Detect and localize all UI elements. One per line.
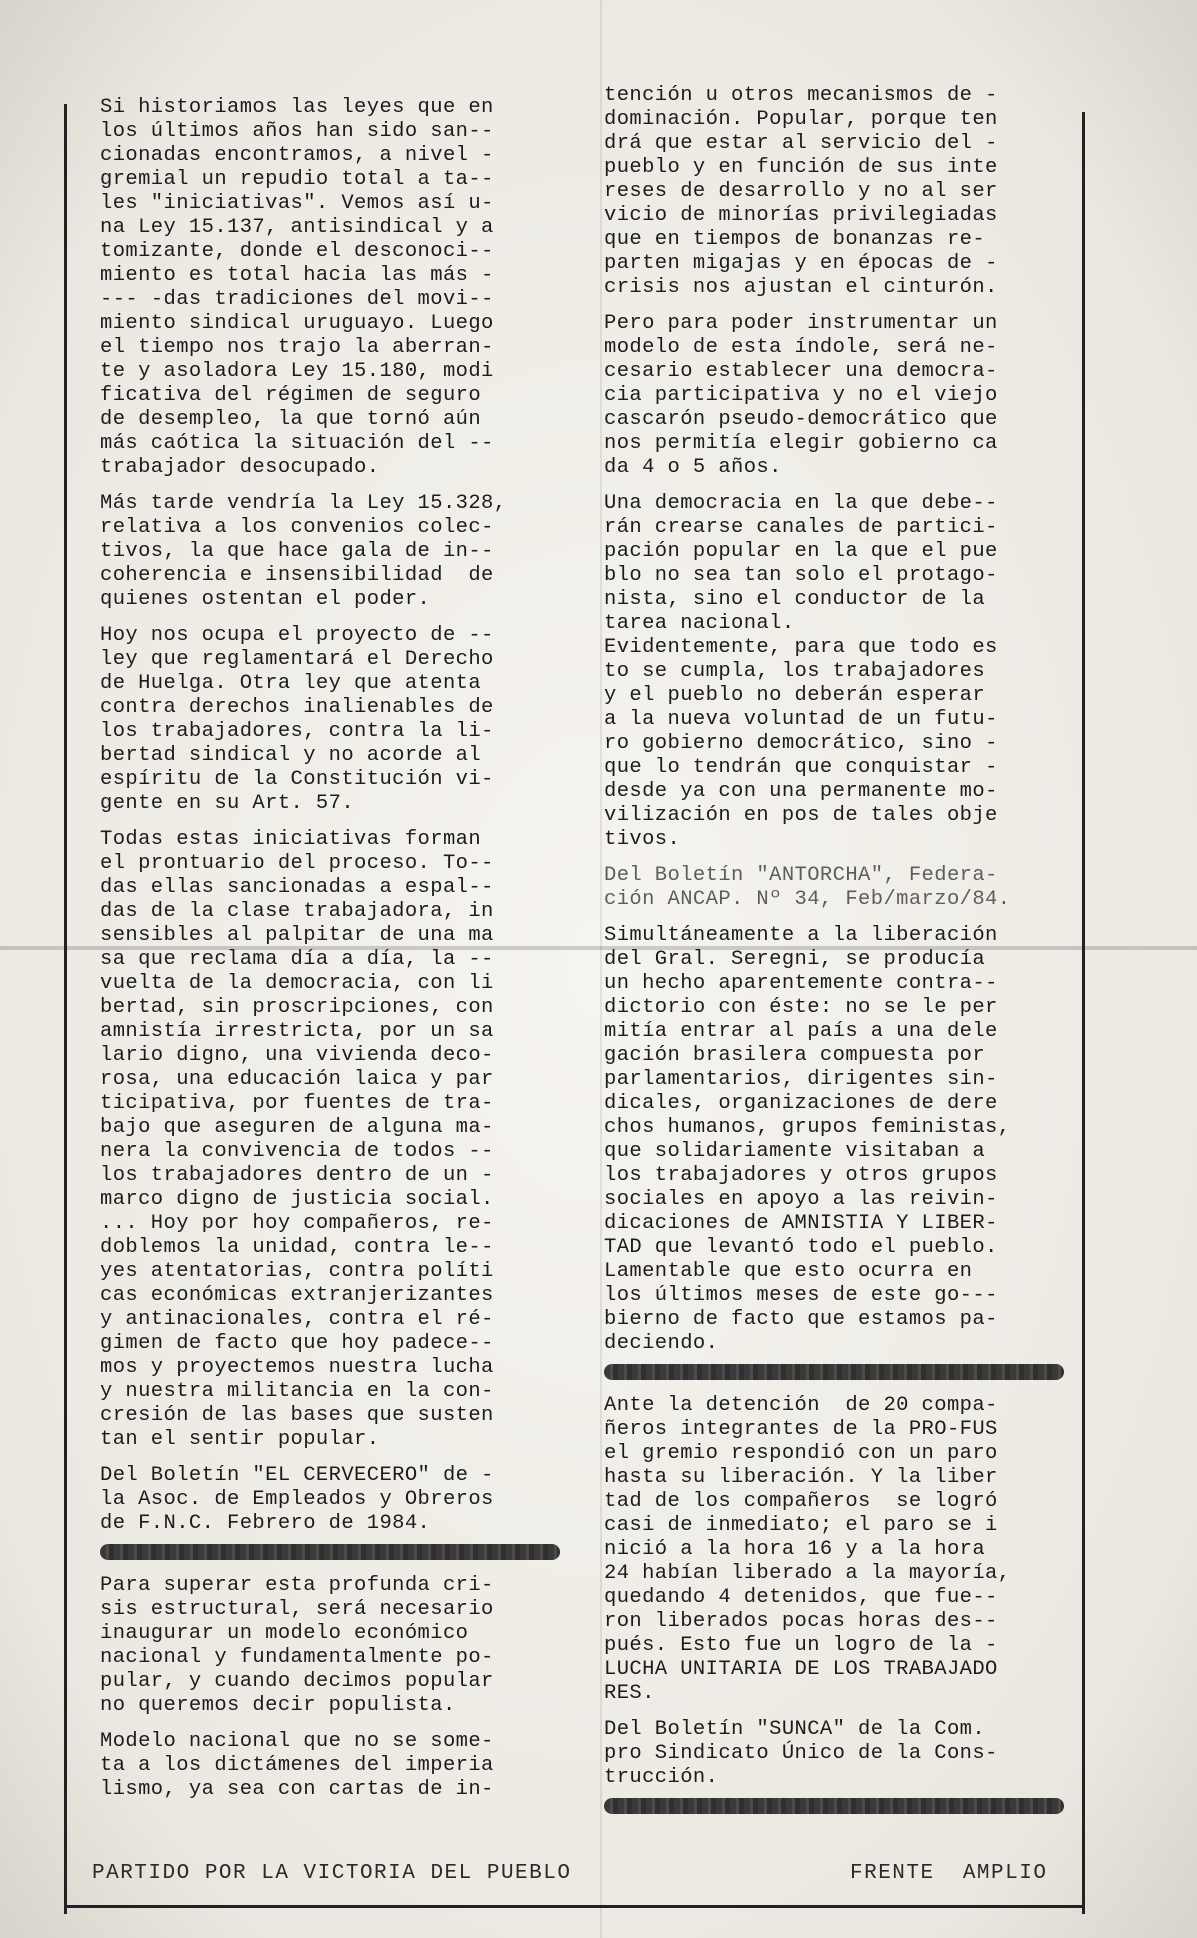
ink-separator-bar — [100, 1544, 560, 1560]
left-paragraph-1: Si historiamos las leyes que en los últimos años han sido san-- cionadas encontramos, a nivel - gremial un repudio total a ta-- les "iniciativas". Vemos así u- na Ley 15.137, antisindical y a tomizante, donde el desconoci-- miento es total hacia las más - --- -das tradiciones del movi-- miento sindical uruguayo. Luego el tiempo nos trajo la aberran- te y asoladora Ley 15.180, modi ficativa del régimen de seguro de desempleo, la que tornó aún más caótica la situación del -- trabajador desocupado. — [100, 96, 494, 479]
left-paragraph-8: Modelo nacional que no se some- ta a los dictámenes del imperia lismo, ya sea con cartas de in- — [100, 1730, 494, 1801]
footer-frente-amplio: FRENTE AMPLIO — [850, 1862, 1048, 1885]
left-column — [100, 96, 560, 1802]
right-paragraph-6: Ante la detención de 20 compa- ñeros integrantes de la PRO-FUS el gremio respondió con un paro hasta su liberación. Y la liber tad de los compañeros se logró casi de inmediato; el paro se i nició a la hora 16 y a la hora 24 habían liberado a la mayoría, quedando 4 detenidos, que fue-- ron liberados pocas horas des-- pués. Esto fue un logro de la - LUCHA UNITARIA DE LOS TRABAJADO RES. — [604, 1394, 1011, 1705]
ink-separator-bar — [604, 1798, 1064, 1814]
right-column — [604, 84, 1064, 1828]
right-source-antorcha: Del Boletín "ANTORCHA", Federa- ción ANCAP. Nº 34, Feb/marzo/84. — [604, 864, 1011, 911]
right-source-sunca: Del Boletín "SUNCA" de la Com. pro Sindicato Único de la Cons- trucción. — [604, 1718, 998, 1789]
left-paragraph-3: Hoy nos ocupa el proyecto de -- ley que reglamentará el Derecho de Huelga. Otra ley que atenta contra derechos inalienables de los trabajadores, contra la li- bertad sindical y no acorde al espíritu de la Constitución vi- gente en su Art. 57. — [100, 624, 494, 815]
left-margin-rule — [64, 104, 67, 1914]
right-paragraph-3: Una democracia en la que debe-- rán crearse canales de partici- pación popular en la que el pue blo no sea tan solo el protago- nista, sino el conductor de la tarea nacional. Evidentemente, para que todo es to se cumpla, los trabajadores y el pueblo no deberán esperar a la nueva voluntad de un futu- ro gobierno democrático, sino - que lo tendrán que conquistar - desde ya con una permanente mo- vilización en pos de tales obje tivos. — [604, 492, 998, 851]
vertical-fold-crease — [600, 0, 602, 1938]
left-source-cervecero: Del Boletín "EL CERVECERO" de - la Asoc. de Empleados y Obreros de F.N.C. Febrero de 1984. — [100, 1464, 494, 1535]
bottom-rule — [64, 1905, 1085, 1908]
right-paragraph-1: tención u otros mecanismos de - dominación. Popular, porque ten drá que estar al servicio del - pueblo y en función de sus inte reses de desarrollo y no al ser vicio de minorías privilegiadas que en tiempos de bonanzas re- parten migajas y en épocas de - crisis nos ajustan el cinturón. — [604, 84, 998, 299]
left-paragraph-5: sensibles al palpitar de una ma sa que reclama día a día, la -- vuelta de la democracia, con li bertad, sin proscripciones, con amnistía irrestricta, por un sa lario digno, una vivienda deco- rosa, una educación laica y par ticipativa, por fuentes de tra- bajo que aseguren de alguna ma- nera la convivencia de todos -- los trabajadores dentro de un - marco digno de justicia social. ... Hoy por hoy compañeros, re- doblemos la unidad, contra le-- yes atentatorias, contra políti cas económicas extranjerizantes y antinacionales, contra el ré- gimen de facto que hoy padece-- mos y proyectemos nuestra lucha y nuestra militancia en la con- cresión de las bases que susten tan el sentir popular. — [100, 924, 494, 1451]
right-paragraph-5: Simultáneamente a la liberación del Gral. Seregni, se producía un hecho aparentemente contra-- dictorio con éste: no se le per mitía entrar al país a una dele gación brasilera compuesta por parlamentarios, dirigentes sin- dicales, organizaciones de dere chos humanos, grupos feministas, que solidariamente visitaban a los trabajadores y otros grupos sociales en apoyo a las reivin- dicaciones de AMNISTIA Y LIBER- TAD que levantó todo el pueblo. Lamentable que esto ocurra en los últimos meses de este go--- bierno de facto que estamos pa- deciendo. — [604, 924, 1011, 1355]
ink-separator-bar — [604, 1364, 1064, 1380]
left-paragraph-2: Más tarde vendría la Ley 15.328, relativa a los convenios colec- tivos, la que hace gala de in-- coherencia e insensibilidad de quienes ostentan el poder. — [100, 492, 507, 611]
left-paragraph-7: Para superar esta profunda cri- sis estructural, será necesario inaugurar un modelo económico nacional y fundamentalmente po- pular, y cuando decimos popular no queremos decir populista. — [100, 1574, 494, 1717]
footer-party-name: PARTIDO POR LA VICTORIA DEL PUEBLO — [92, 1862, 572, 1885]
right-paragraph-2: Pero para poder instrumentar un modelo de esta índole, será ne- cesario establecer una democra- cia participativa y no el viejo cascarón pseudo-democrático que nos permitía elegir gobierno ca da 4 o 5 años. — [604, 312, 998, 479]
left-paragraph-4: Todas estas iniciativas forman el prontuario del proceso. To-- das ellas sancionadas a espal-- das de la clase trabajadora, in — [100, 828, 494, 923]
right-margin-rule — [1082, 112, 1085, 1914]
